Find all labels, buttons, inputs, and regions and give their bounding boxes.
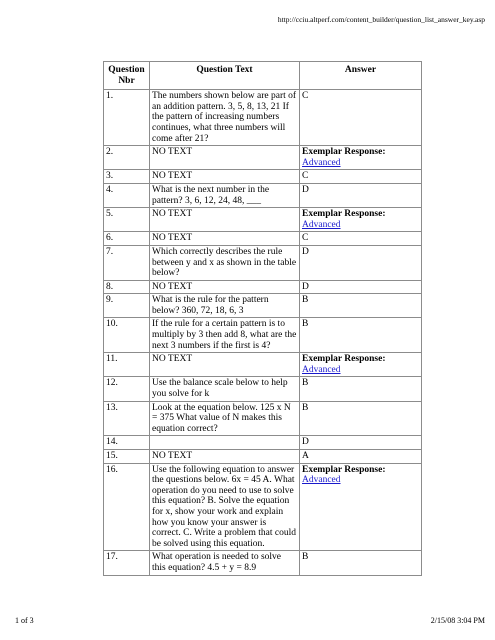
question-number: 8. — [104, 280, 150, 294]
answer-cell — [300, 90, 422, 146]
table-body — [104, 90, 422, 575]
table-row — [104, 436, 422, 450]
answer-cell — [300, 170, 422, 184]
answer-letter: B — [302, 552, 309, 563]
question-number: 10. — [104, 318, 150, 353]
table-row — [104, 353, 422, 377]
table-row — [104, 551, 422, 575]
question-text: If the rule for a certain pattern is to multiply by 3 then add 8, what are the next 3 numbers if the first is 4? — [150, 318, 300, 353]
question-number: 1. — [104, 90, 150, 146]
question-text: What is the next number in the pattern? 3, 6, 12, 24, 48, ___ — [150, 183, 300, 207]
answer-letter: B — [302, 319, 309, 330]
table-row — [104, 401, 422, 436]
exemplar-response-label: Exemplar Response: — [302, 209, 386, 220]
question-text: NO TEXT — [150, 450, 300, 464]
question-number: 9. — [104, 294, 150, 318]
table-row — [104, 183, 422, 207]
table-row — [104, 294, 422, 318]
answer-cell — [300, 245, 422, 280]
table-row — [104, 450, 422, 464]
print-datetime: 2/15/08 3:04 PM — [430, 616, 485, 625]
answer-letter: B — [302, 295, 309, 306]
table-row — [104, 232, 422, 246]
question-text: The numbers shown below are part of an addition pattern. 3, 5, 8, 13, 21 If the pattern of increasing numbers continues, what three numbers will come after 21? — [150, 90, 300, 146]
answer-cell — [300, 463, 422, 551]
answer-cell — [300, 280, 422, 294]
question-text: What operation is needed to solve this equation? 4.5 + y = 8.9 — [150, 551, 300, 575]
answer-letter: C — [302, 233, 309, 244]
answer-letter: B — [302, 378, 309, 389]
answer-cell — [300, 353, 422, 377]
answer-letter: D — [302, 184, 309, 195]
answer-letter: D — [302, 437, 309, 448]
question-number: 4. — [104, 183, 150, 207]
question-text — [150, 436, 300, 450]
question-number: 5. — [104, 208, 150, 232]
question-number: 6. — [104, 232, 150, 246]
question-number: 13. — [104, 401, 150, 436]
question-text: Look at the equation below. 125 x N = 375 What value of N makes this equation correct? — [150, 401, 300, 436]
table-row — [104, 377, 422, 401]
answer-letter: C — [302, 171, 309, 182]
question-text: Use the following equation to answer the questions below. 6x = 45 A. What operation do you need to use to solve this equation? B. Solve the equation for x, show your work and explain how you know your answer is correct. C. Write a problem that could be solved using this equation. — [150, 463, 300, 551]
answer-cell — [300, 450, 422, 464]
answer-key-table-container — [103, 61, 421, 576]
exemplar-response-label: Exemplar Response: — [302, 354, 386, 365]
table-row — [104, 170, 422, 184]
question-number: 15. — [104, 450, 150, 464]
advanced-link[interactable]: Advanced — [302, 219, 341, 230]
answer-letter: B — [302, 402, 309, 413]
question-number: 14. — [104, 436, 150, 450]
question-text: NO TEXT — [150, 146, 300, 170]
answer-cell — [300, 377, 422, 401]
answer-cell — [300, 183, 422, 207]
question-text: NO TEXT — [150, 170, 300, 184]
page-url: http://cciu.altperf.com/content_builder/question_list_answer_key.asp — [277, 15, 485, 24]
answer-key-table — [103, 61, 422, 576]
answer-letter: C — [302, 91, 309, 102]
answer-cell — [300, 294, 422, 318]
question-number: 3. — [104, 170, 150, 184]
question-number: 17. — [104, 551, 150, 575]
table-row — [104, 280, 422, 294]
advanced-link[interactable]: Advanced — [302, 475, 341, 486]
question-number: 12. — [104, 377, 150, 401]
answer-letter: A — [302, 451, 309, 461]
question-number: 2. — [104, 146, 150, 170]
table-row — [104, 146, 422, 170]
question-text: NO TEXT — [150, 353, 300, 377]
advanced-link[interactable]: Advanced — [302, 157, 341, 168]
question-number: 11. — [104, 353, 150, 377]
table-row — [104, 90, 422, 146]
exemplar-response-label: Exemplar Response: — [302, 147, 386, 158]
table-row — [104, 245, 422, 280]
answer-cell — [300, 436, 422, 450]
question-text: NO TEXT — [150, 232, 300, 246]
table-row — [104, 463, 422, 551]
page-count: 1 of 3 — [15, 616, 34, 625]
table-row — [104, 318, 422, 353]
question-text: Which correctly describes the rule between y and x as shown in the table below? — [150, 245, 300, 280]
question-number: 16. — [104, 463, 150, 551]
answer-letter: D — [302, 246, 309, 257]
question-number: 7. — [104, 245, 150, 280]
answer-letter: D — [302, 281, 309, 292]
exemplar-response-label: Exemplar Response: — [302, 464, 386, 475]
header-answer: Answer — [300, 62, 422, 90]
table-header-row — [104, 62, 422, 90]
header-question-text: Question Text — [150, 62, 300, 90]
header-question-nbr: Question Nbr — [104, 62, 150, 90]
advanced-link[interactable]: Advanced — [302, 364, 341, 375]
answer-cell — [300, 232, 422, 246]
question-text: Use the balance scale below to help you solve for k — [150, 377, 300, 401]
answer-cell — [300, 208, 422, 232]
table-row — [104, 208, 422, 232]
answer-cell — [300, 401, 422, 436]
answer-cell — [300, 318, 422, 353]
question-text: NO TEXT — [150, 280, 300, 294]
answer-cell — [300, 551, 422, 575]
question-text: NO TEXT — [150, 208, 300, 232]
answer-cell — [300, 146, 422, 170]
question-text: What is the rule for the pattern below? 360, 72, 18, 6, 3 — [150, 294, 300, 318]
